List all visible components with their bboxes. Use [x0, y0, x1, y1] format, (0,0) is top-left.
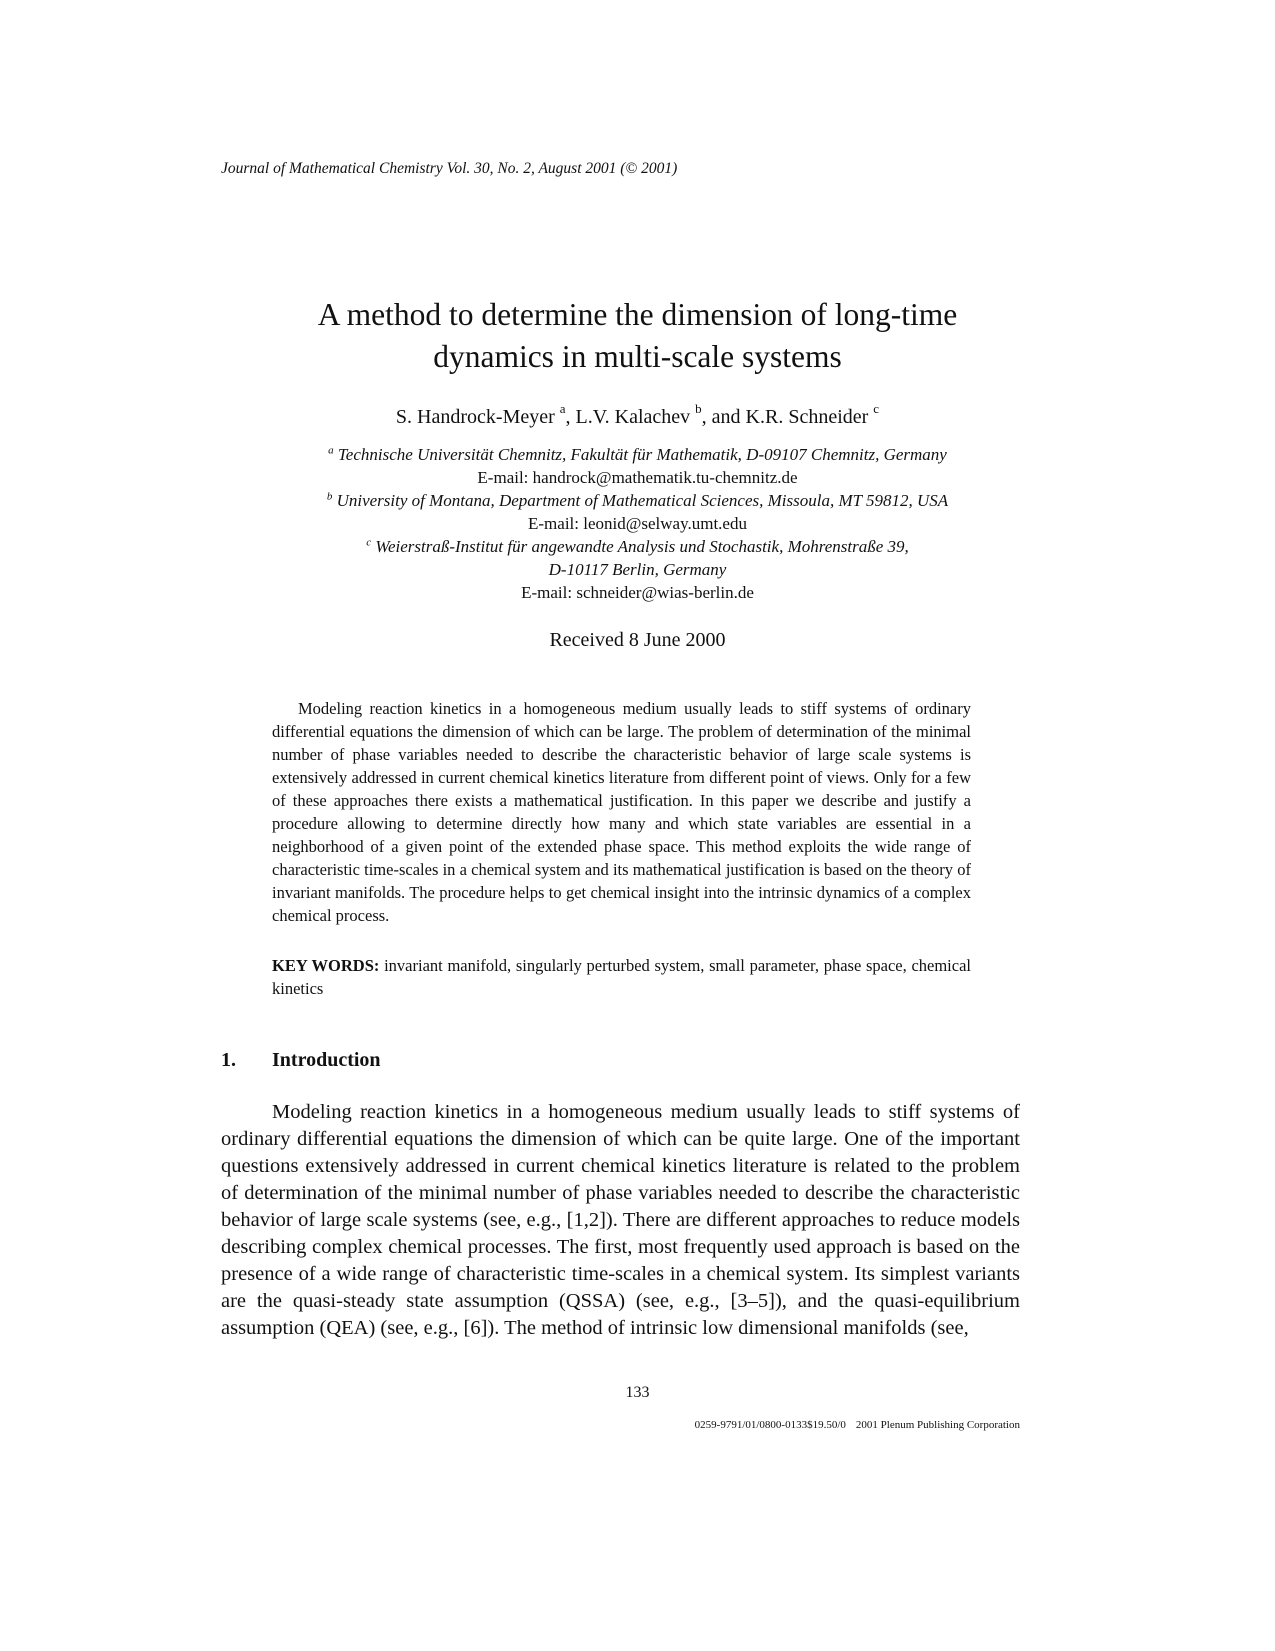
- section-title: Introduction: [272, 1049, 381, 1071]
- affiliation-c-text: Weierstraß-Institut für angewandte Analysis und Stochastik, Mohrenstraße 39,: [375, 537, 909, 556]
- affiliation-a: [0, 443, 1275, 466]
- title-line-2: dynamics in multi-scale systems: [433, 339, 842, 374]
- page-number: 133: [625, 1384, 650, 1401]
- keywords: [272, 954, 971, 1000]
- affiliation-c: [0, 535, 1275, 558]
- author-2-mark: b: [695, 401, 702, 417]
- affiliation-b-mark: b: [326, 490, 333, 503]
- author-list: [0, 401, 1275, 429]
- footer-publisher: 2001 Plenum Publishing Corporation: [855, 1419, 1020, 1431]
- keywords-label: KEY WORDS:: [272, 956, 380, 975]
- affiliation-b: [0, 489, 1275, 512]
- footer-code: 0259-9791/01/0800-0133$19.50/0: [694, 1419, 846, 1431]
- journal-citation: Journal of Mathematical Chemistry Vol. 30, No. 2, August 2001 (© 2001): [221, 160, 678, 177]
- email-b: E-mail: leonid@selway.umt.edu: [528, 514, 747, 533]
- affiliation-a-text: Technische Universität Chemnitz, Fakultät für Mathematik, D-09107 Chemnitz, Germany: [337, 445, 947, 464]
- affiliations: [0, 443, 1275, 604]
- intro-paragraph: Modeling reaction kinetics in a homogeneous medium usually leads to stiff systems of ordinary differential equations the dimension of which can be quite large. One of the important questions extensively addressed in current chemical kinetics literature is related to the problem of determination of the minimal number of phase variables needed to describe the characteristic behavior of large scale systems (see, e.g., [1,2]). There are different approaches to reduce models describing complex chemical processes. The first, most frequently used approach is based on the presence of a wide range of characteristic time-scales in a chemical system. Its simplest variants are the quasi-steady state assumption (QSSA) (see, e.g., [3–5]), and the quasi-equilibrium assumption (QEA) (see, e.g., [6]). The method of intrinsic low dimensional manifolds (see,: [221, 1101, 1020, 1339]
- email-a: E-mail: handrock@mathematik.tu-chemnitz.de: [477, 468, 798, 487]
- email-c: E-mail: schneider@wias-berlin.de: [521, 583, 754, 602]
- keywords-text: invariant manifold, singularly perturbed system, small parameter, phase space, chemical kinetics: [272, 956, 971, 998]
- affiliation-c-line-2: D-10117 Berlin, Germany: [548, 560, 727, 579]
- author-3: K.R. Schneider: [745, 406, 869, 428]
- received-date: Received 8 June 2000: [549, 629, 726, 651]
- title-line-1: A method to determine the dimension of long-time: [317, 297, 958, 332]
- author-separator: ,: [565, 406, 576, 428]
- paper-title: [0, 294, 1275, 378]
- section-heading: [221, 1049, 381, 1072]
- author-2: L.V. Kalachev: [575, 406, 691, 428]
- section-number: 1.: [221, 1049, 236, 1071]
- author-3-mark: c: [873, 401, 880, 417]
- author-1: S. Handrock-Meyer: [395, 406, 555, 428]
- affiliation-a-mark: a: [328, 444, 334, 457]
- affiliation-b-text: University of Montana, Department of Mathematical Sciences, Missoula, MT 59812, USA: [336, 491, 949, 510]
- affiliation-c-mark: c: [366, 536, 372, 549]
- abstract: Modeling reaction kinetics in a homogeneous medium usually leads to stiff systems of ordinary differential equations the dimension of which can be large. The problem of determination of the minimal number of phase variables needed to describe the characteristic behavior of large scale systems is extensively addressed in current chemical kinetics literature from different point of views. Only for a few of these approaches there exists a mathematical justification. In this paper we describe and justify a procedure allowing to determine directly how many and which state variables are essential in a neighborhood of a given point of the extended phase space. This method exploits the wide range of characteristic time-scales in a chemical system and its mathematical justification is based on the theory of invariant manifolds. The procedure helps to get chemical insight into the intrinsic dynamics of a complex chemical process.: [272, 699, 971, 925]
- author-separator: , and: [701, 406, 746, 428]
- footer-line: [695, 1419, 1020, 1431]
- author-1-mark: a: [559, 401, 566, 417]
